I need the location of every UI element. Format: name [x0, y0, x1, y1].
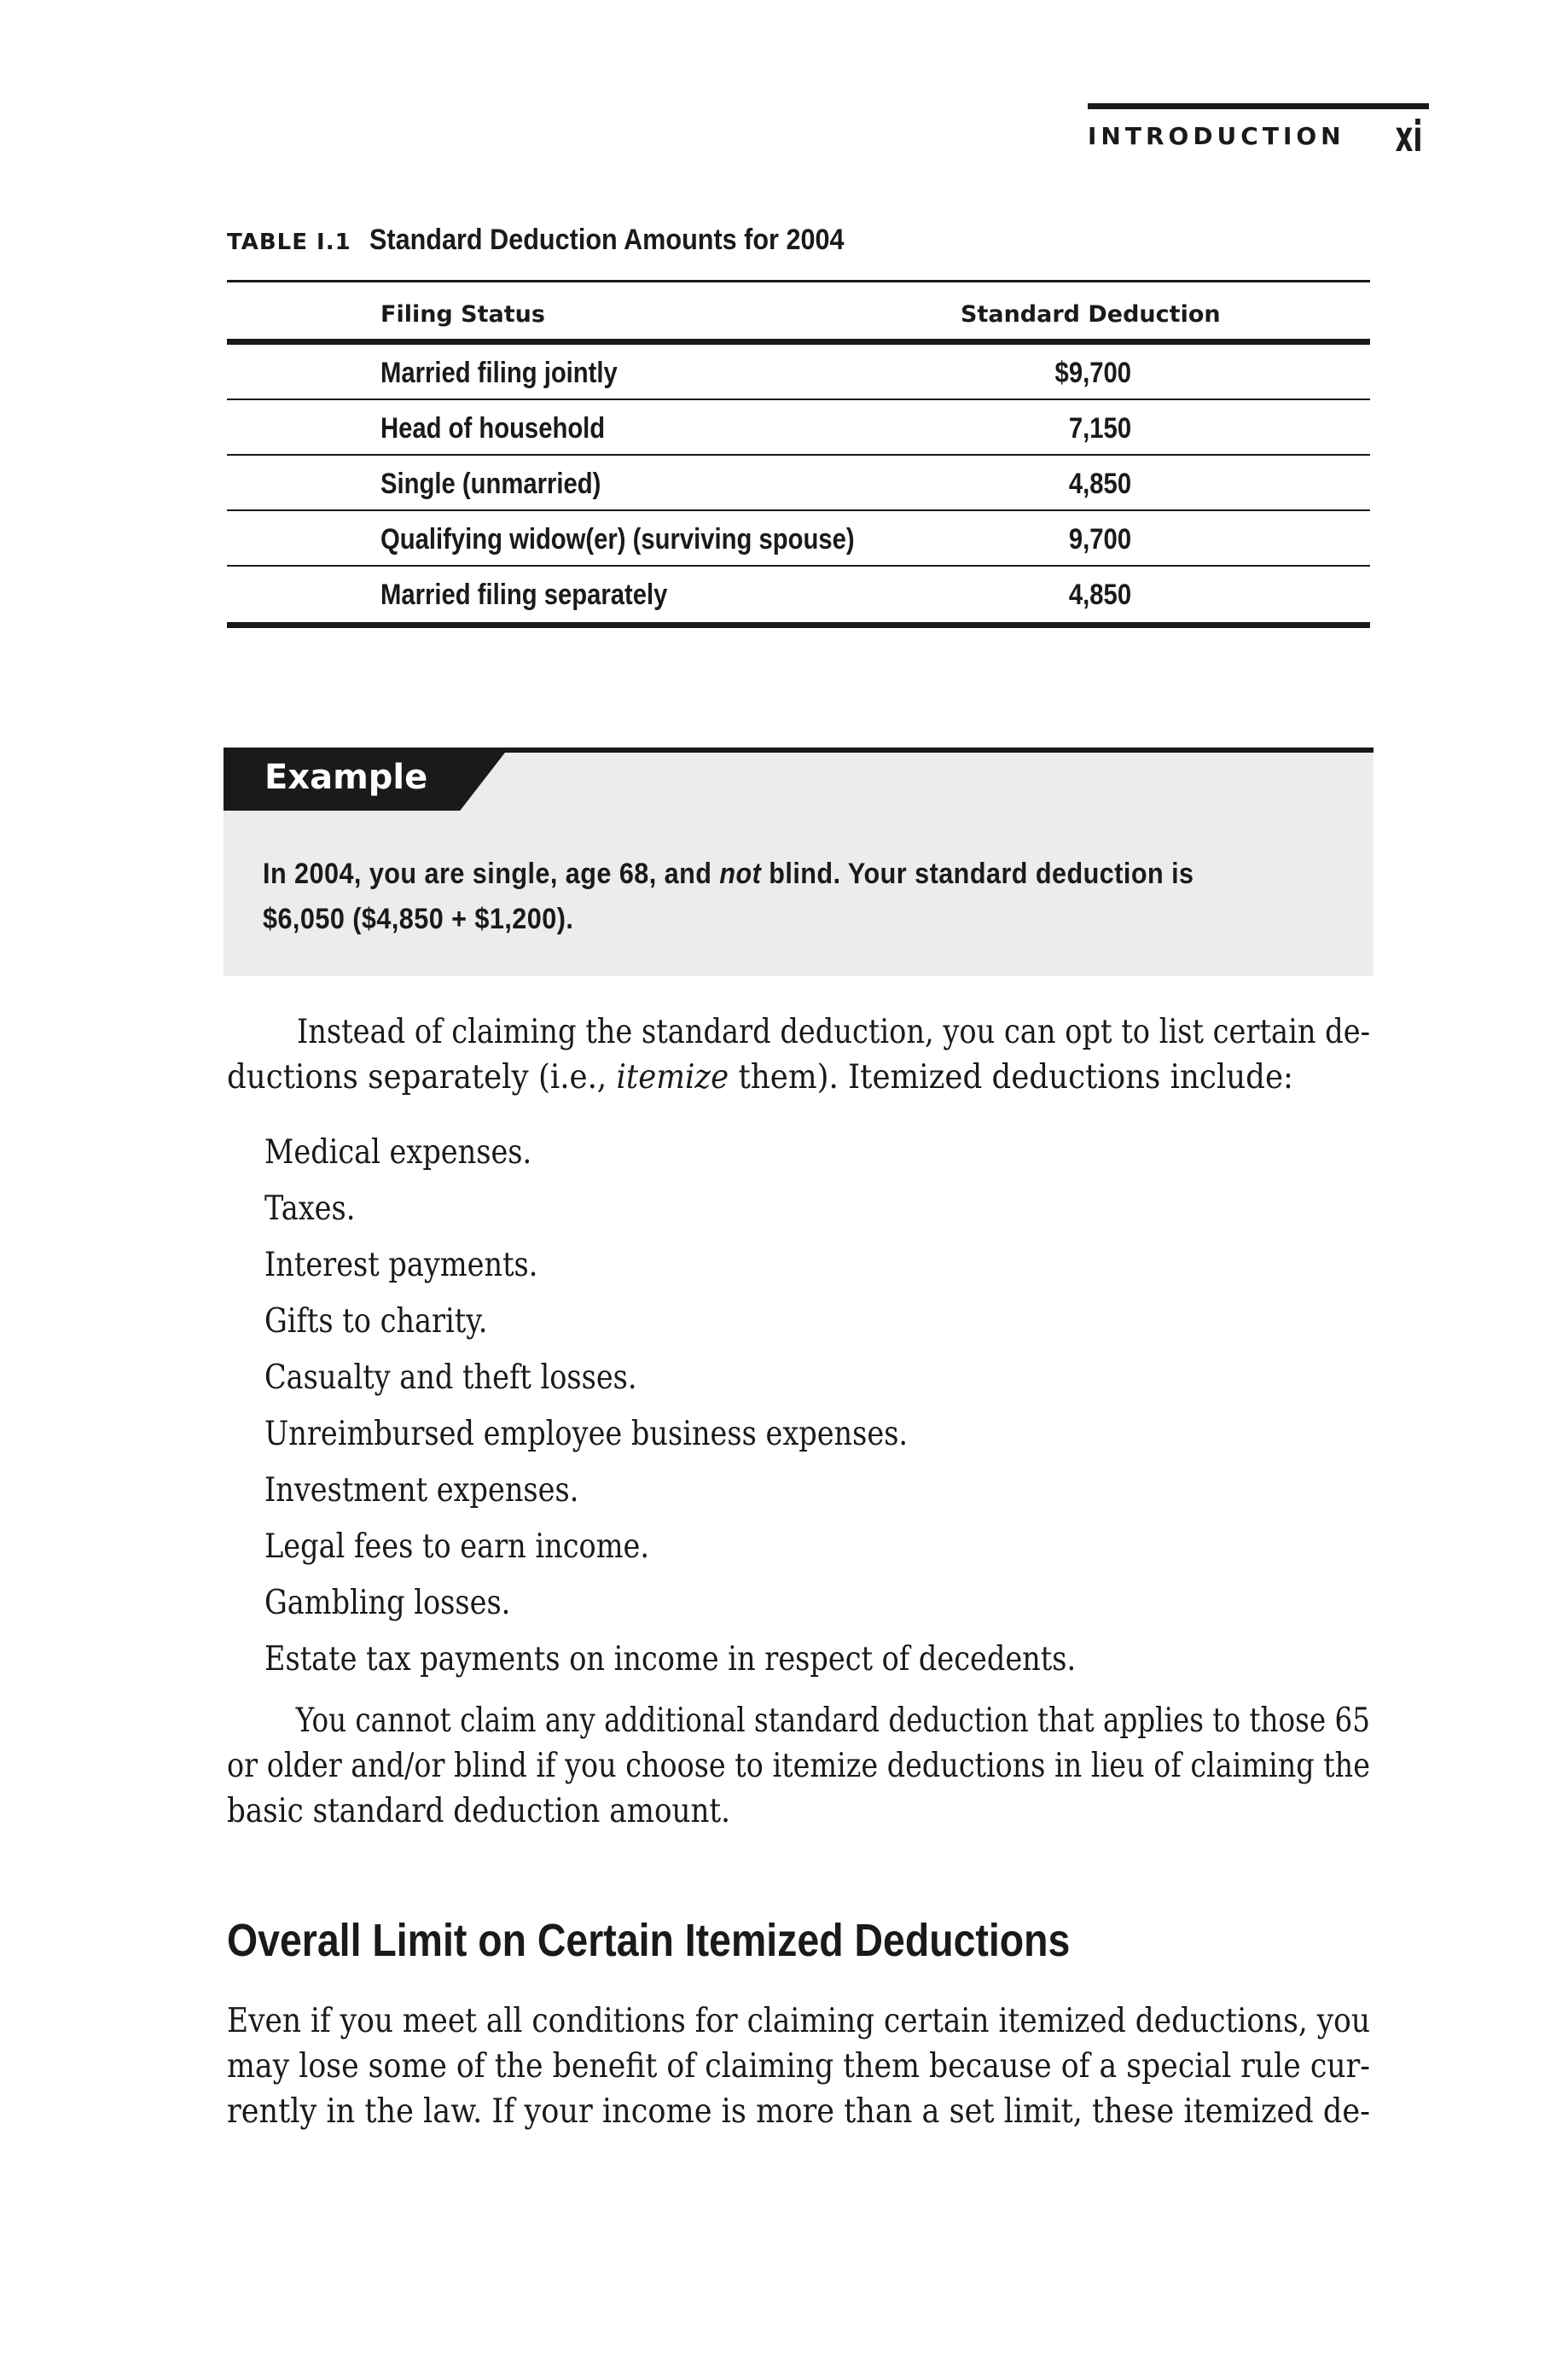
example-text-run: In 2004, you are single, age 68, and	[263, 858, 720, 890]
paragraph-line	[227, 1743, 1370, 1789]
paragraph-line-text	[227, 1055, 1293, 1100]
paragraph-line-text: rently in the law. If your income is more than a set limit, these itemized de-	[227, 2092, 1370, 2131]
list-item: Unreimbursed employee business expenses.	[264, 1415, 909, 1453]
table-header-rule	[227, 339, 1370, 345]
text-run: ductions separately (i.e.,	[227, 1058, 617, 1097]
overall-limit-paragraph	[227, 1999, 1370, 2134]
table-caption	[227, 224, 897, 257]
list-item: Taxes.	[264, 1190, 356, 1228]
filing-status-cell: Qualifying widow(er) (surviving spouse)	[380, 523, 855, 556]
filing-status-cell: Single (unmarried)	[380, 468, 601, 500]
example-line	[263, 897, 1246, 942]
list-item: Legal fees to earn income.	[264, 1527, 650, 1566]
example-emphasis: not	[719, 858, 762, 890]
deduction-amount-cell: 4,850	[1068, 579, 1131, 611]
paragraph-line	[227, 1698, 1370, 1743]
deduction-amount-cell: 4,850	[1068, 468, 1131, 500]
deduction-amount-cell: 9,700	[1068, 523, 1131, 556]
example-text	[263, 852, 1355, 942]
example-label: Example	[264, 758, 428, 797]
table-header-row	[227, 282, 1370, 339]
deduction-amount-cell: $9,700	[1054, 357, 1131, 389]
filing-status-cell: Married filing separately	[380, 579, 668, 611]
list-item: Casualty and theft losses.	[264, 1359, 637, 1397]
table-row	[227, 511, 1370, 567]
list-item: Medical expenses.	[264, 1133, 532, 1172]
example-line	[263, 852, 1246, 897]
list-item: Estate tax payments on income in respect of decedents.	[264, 1640, 1077, 1679]
table-label: TABLE I.1	[227, 230, 351, 255]
paragraph-line	[227, 2044, 1370, 2089]
itemized-deductions-list	[264, 1125, 1208, 1688]
additional-deduction-paragraph	[227, 1698, 1370, 1834]
table-row	[227, 345, 1370, 400]
section-heading: Overall Limit on Certain Itemized Deductions	[227, 1915, 1071, 1966]
section-title: INTRODUCTION	[1088, 122, 1345, 150]
paragraph-line-text: Instead of claiming the standard deduction, you can opt to list certain de-	[296, 1013, 1370, 1051]
running-header	[1088, 103, 1429, 161]
paragraph-line	[227, 2089, 1370, 2134]
paragraph-line-text: or older and/or blind if you choose to itemize deductions in lieu of claiming the	[227, 1747, 1370, 1785]
list-item: Interest payments.	[264, 1246, 538, 1284]
list-item: Investment expenses.	[264, 1471, 579, 1510]
column-header-filing-status: Filing Status	[380, 301, 545, 328]
table-row	[227, 400, 1370, 456]
example-text-run: blind. Your standard deduction is	[761, 858, 1194, 890]
table-row	[227, 567, 1370, 622]
header-rule	[1088, 103, 1429, 109]
table-bottom-rule	[227, 622, 1370, 628]
intro-paragraph	[227, 1009, 1370, 1100]
paragraph-line-text: may lose some of the benefit of claiming them because of a special rule cur-	[227, 2047, 1370, 2086]
text-emphasis: itemize	[616, 1058, 729, 1097]
filing-status-cell: Head of household	[380, 412, 606, 445]
text-run: them). Itemized deductions include:	[729, 1058, 1293, 1097]
paragraph-line-text: Even if you meet all conditions for claiming certain itemized deductions, you	[227, 2002, 1370, 2040]
paragraph-line-text: basic standard deduction amount.	[227, 1792, 730, 1830]
page-number: xi	[1395, 112, 1422, 161]
table-row	[227, 456, 1370, 511]
deduction-amount-cell: 7,150	[1068, 412, 1131, 445]
paragraph-line	[227, 1055, 1370, 1100]
example-text-run: $6,050 ($4,850 + $1,200).	[263, 903, 574, 935]
paragraph-line-text: You cannot claim any additional standard deduction that applies to those 65	[295, 1702, 1371, 1740]
paragraph-line	[227, 1009, 1370, 1055]
filing-status-cell: Married filing jointly	[380, 357, 618, 389]
column-header-standard-deduction: Standard Deduction	[961, 301, 1221, 328]
example-box	[224, 748, 1373, 976]
list-item: Gifts to charity.	[264, 1302, 488, 1341]
table-title: Standard Deduction Amounts for 2004	[369, 224, 845, 256]
standard-deduction-table	[227, 280, 1370, 628]
paragraph-line	[227, 1789, 1370, 1834]
paragraph-line	[227, 1999, 1370, 2044]
list-item: Gambling losses.	[264, 1584, 511, 1622]
